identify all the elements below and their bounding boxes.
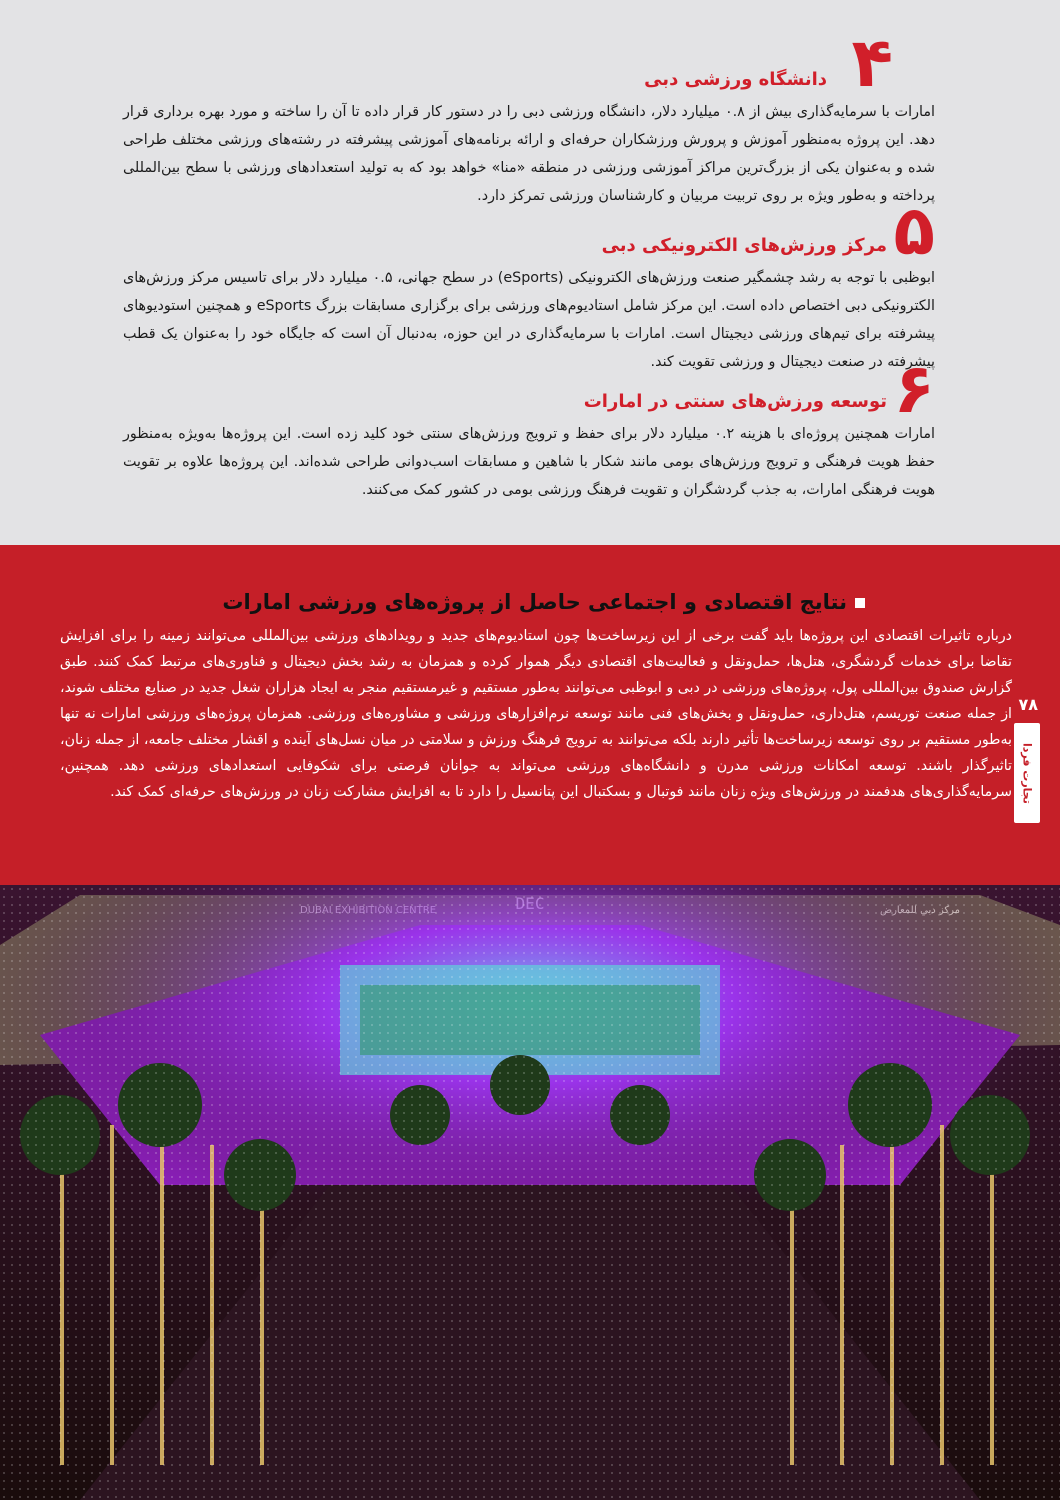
page-number: ۷۸ (1018, 695, 1038, 714)
section-body: ابوظبی با توجه به رشد چشمگیر صنعت ورزش‌های الکترونیکی (eSports) در سطح جهانی، ۰.۵ میلیارد دلار برای تاسیس مرکز ورزش‌های الکترونیکی دبی اختصاص داده است. این مرکز شامل استادیوم‌های ورزشی برای برگزاری مسابقات بزرگ eSports و همچنین استودیوهای پیشرفته برای تیم‌های ورزشی دیجیتال است. امارات با سرمایه‌گذاری در این حوزه، به‌دنبال آن است که جایگاه خود را به‌عنوان یک قطب پیشرفته در صنعت دیجیتال و ورزشی تقویت کند. (123, 270, 935, 370)
results-title-text: نتایج اقتصادی و اجتماعی حاصل از پروژه‌های ورزشی امارات (222, 590, 847, 614)
bullet-square-icon (855, 598, 865, 608)
section-number: ۴ (851, 24, 893, 103)
section-4 (123, 24, 935, 210)
results-body: درباره تاثیرات اقتصادی این پروژه‌ها باید گفت برخی از این زیرساخت‌ها چون استادیوم‌های جدید و رویدادهای ورزشی بین‌المللی می‌توانند زمینه را برای افزایش تقاضا برای خدمات گردشگری، هتل‌ها، حمل‌ونقل و فعالیت‌های اقتصادی دیگر هموار کرده و همزمان به رشد بخش دیجیتال و فناوری‌های مرتبط کمک کنند. طبق گزارش صندوق بین‌المللی پول، پروژه‌های ورزشی در دبی و ابوظبی می‌توانند به‌طور مستقیم و غیرمستقیم منجر به ایجاد هزاران شغل جدید در صنایع مختلف شوند، از جمله صنعت توریسم، هتل‌داری، حمل‌ونقل و بخش‌های فنی مانند توسعه نرم‌افزارهای ورزشی و مشاوره‌های ورزشی. همزمان پروژه‌های ورزشی امارات نه تنها به‌طور مستقیم بر روی توسعه زیرساخت‌ها تأثیر دارند بلکه می‌توانند به ترویج فرهنگ ورزش و سلامتی در میان نسل‌های آینده و اقشار مختلف جامعه، از جمله زنان، تاثیرگذار باشند. توسعه امکانات ورزشی مدرن و دانشگاه‌های ورزشی می‌تواند به جوانان فرصتی برای شکوفایی استعدادهای ورزشی دهد. همچنین، سرمایه‌گذاری‌های هدفمند در ورزش‌های ویژه زنان مانند فوتبال و بسکتبال این پتانسیل را دارد تا به افزایش مشارکت زنان در ورزش‌های حرفه‌ای کمک کند. (60, 628, 1012, 800)
section-title: توسعه ورزش‌های سنتی در امارات (583, 391, 887, 412)
brand-label: تجارت فردا (1014, 723, 1040, 823)
section-title: مرکز ورزش‌های الکترونیکی دبی (601, 235, 887, 256)
top-section (0, 0, 1060, 545)
exhibition-centre-photo (0, 885, 1060, 1500)
section-number: ۵ (893, 192, 935, 271)
section-number: ۶ (893, 350, 935, 429)
section-6 (123, 350, 935, 504)
results-title (222, 587, 865, 617)
section-body: امارات همچنین پروژه‌ای با هزینه ۰.۲ میلیارد دلار برای حفظ و ترویج ورزش‌های سنتی خود کلید زده است. این پروژه‌ها به‌ویژه به‌منظور حفظ هویت فرهنگی و ترویج ورزش‌های بومی مانند شکار با شاهین و مسابقات اسب‌دوانی طراحی شده‌اند. این پروژه‌ها علاوه بر تقویت هویت فرهنگی امارات، به جذب گردشگران و تقویت فرهنگ ورزشی بومی در کشور کمک می‌کنند. (123, 426, 935, 498)
page-marker (1006, 695, 1046, 825)
section-5 (123, 192, 935, 376)
section-title: دانشگاه ورزشی دبی (644, 69, 827, 90)
section-body: امارات با سرمایه‌گذاری بیش از ۰.۸ میلیارد دلار، دانشگاه ورزشی دبی را در دستور کار قرار داده تا آن را ساخته و مورد بهره برداری قرار دهد. این پروژه به‌منظور آموزش و پرورش ورزشکاران حرفه‌ای و ارائه برنامه‌های آموزشی پیشرفته در رشته‌های ورزشی مختلف طراحی شده و به‌عنوان یکی از بزرگ‌ترین مراکز آموزشی ورزشی در منطقه «منا» خواهد بود که به تولید استعدادهای ورزشی با سطح بین‌المللی پرداخته و به‌طور ویژه بر روی تربیت مربیان و کارشناسان ورزشی تمرکز دارد. (123, 104, 935, 204)
